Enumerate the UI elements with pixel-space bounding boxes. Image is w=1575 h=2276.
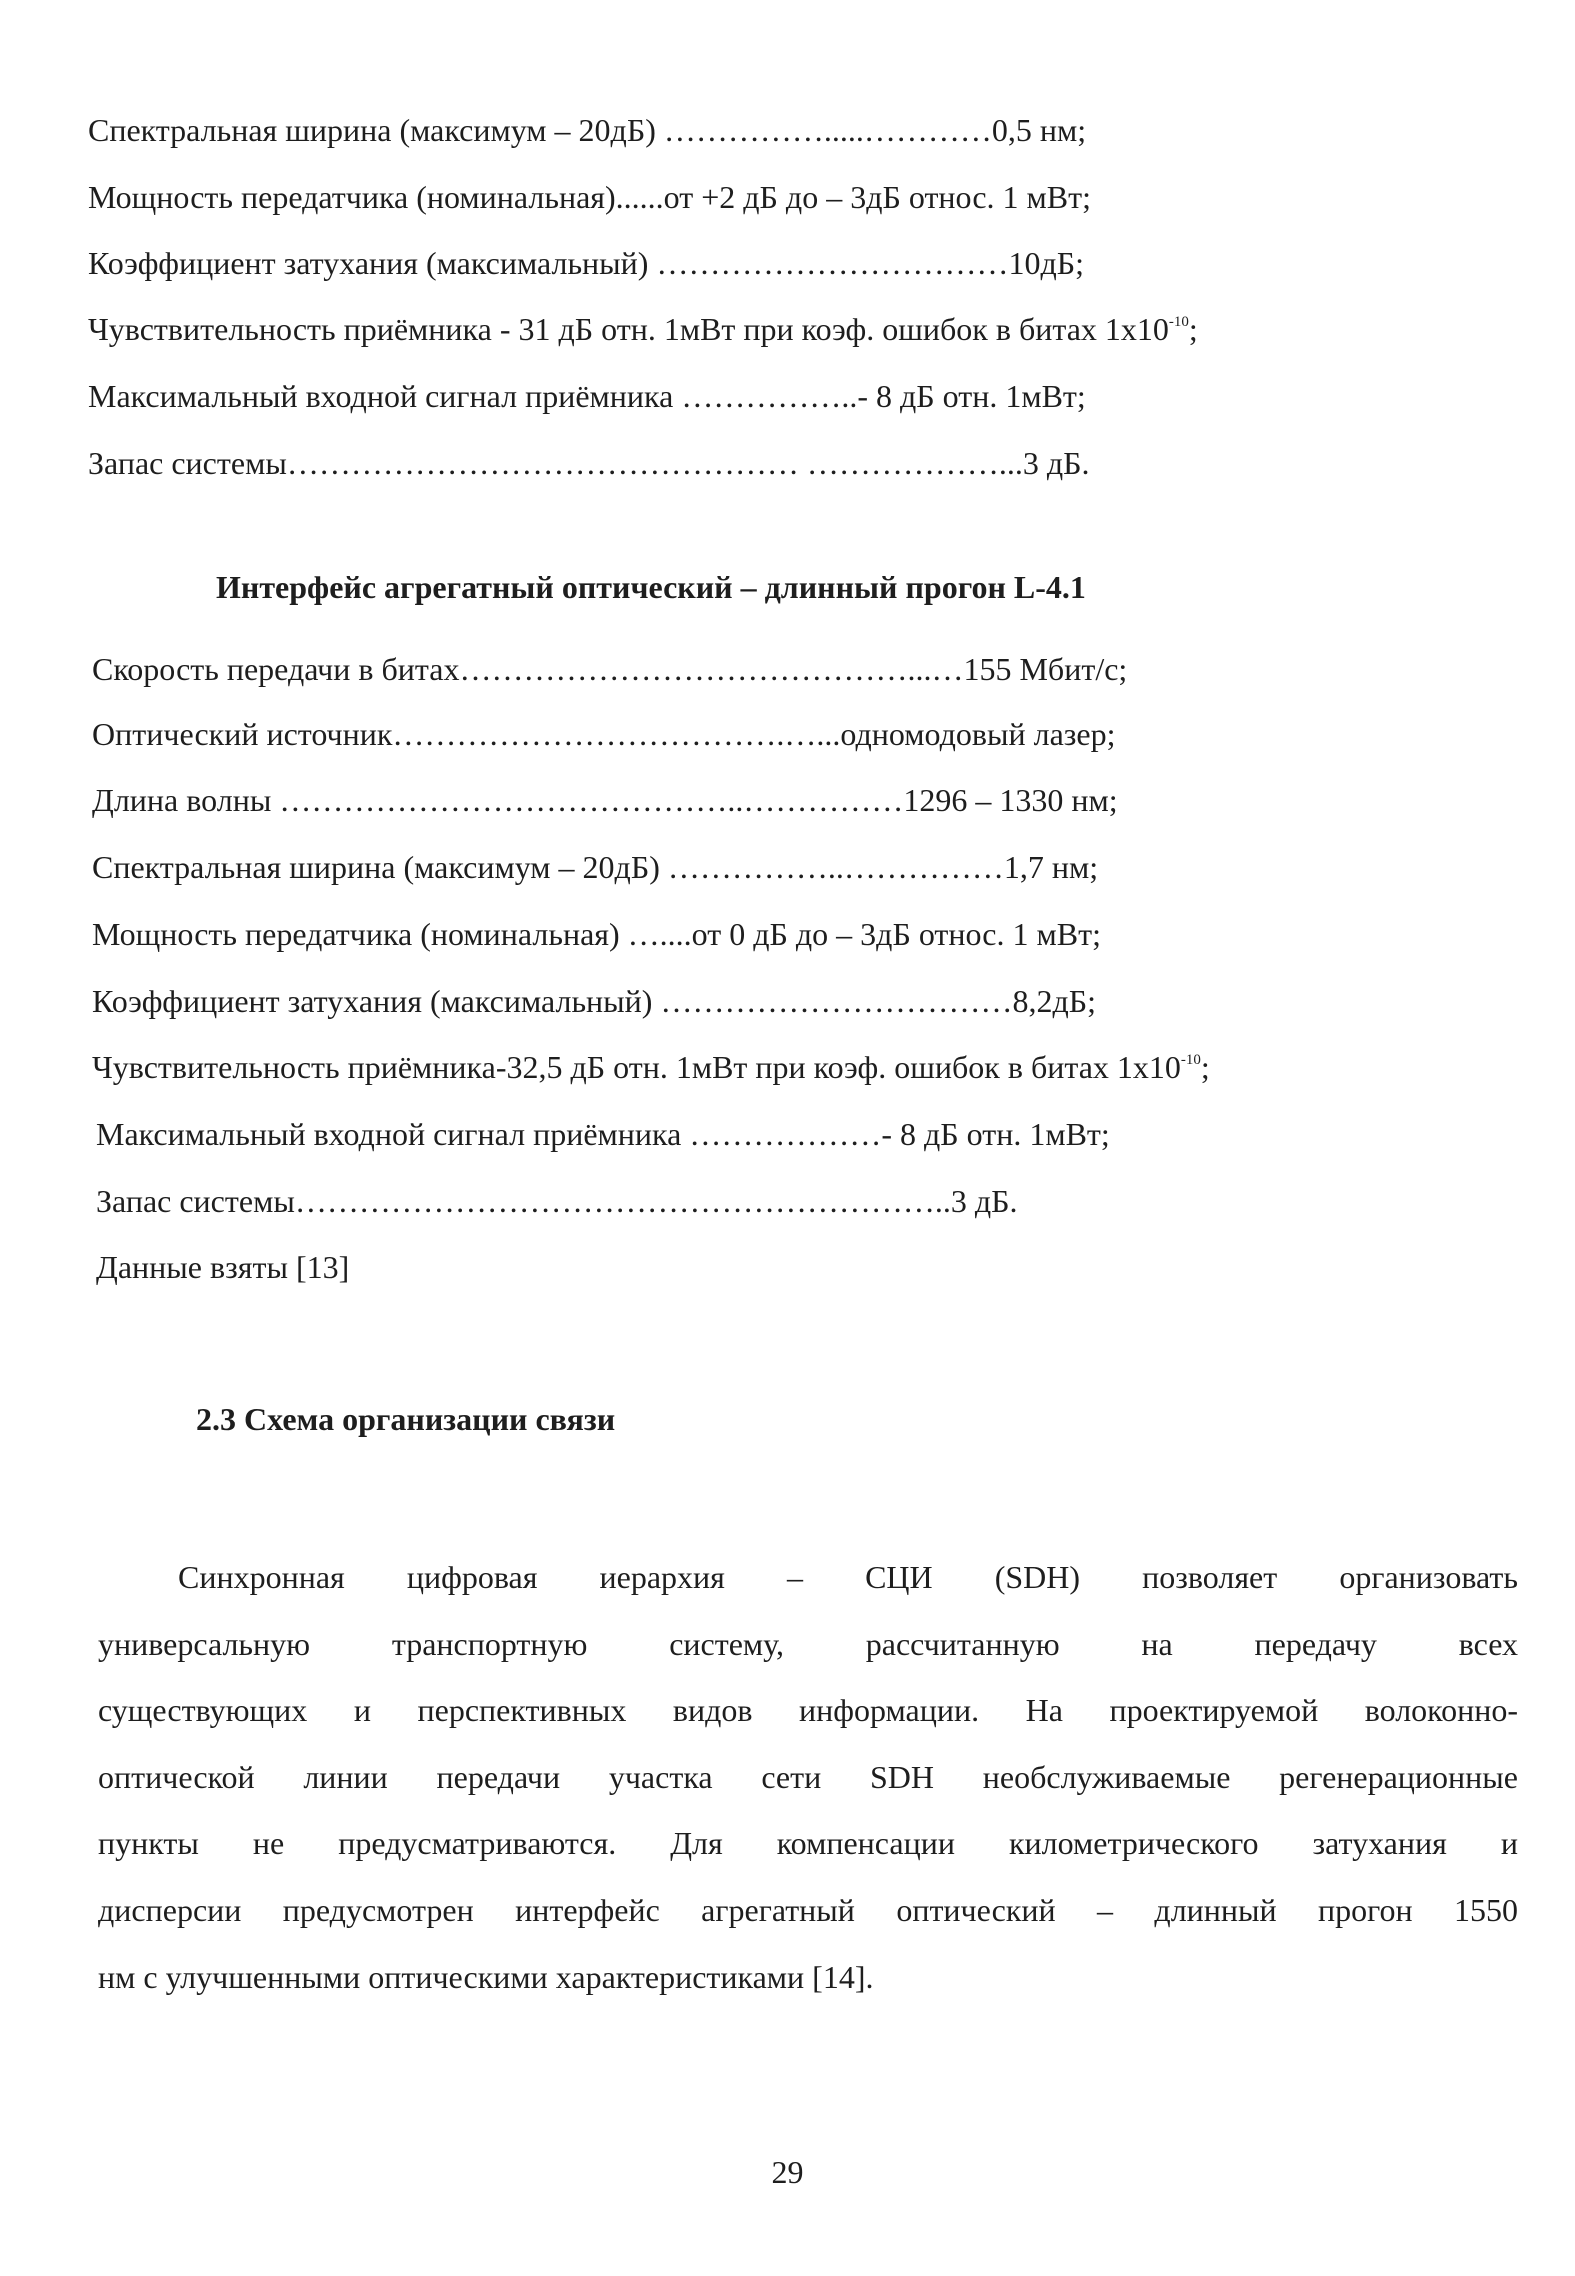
spec-attenuation: Коэффициент затухания (максимальный) ……………………………10дБ; xyxy=(88,245,1084,281)
spec-rx-max-input: Максимальный входной сигнал приёмника ………………- 8 дБ отн. 1мВт; xyxy=(96,1116,1110,1152)
spec-rx-sensitivity-text: Чувствительность приёмника-32,5 дБ отн. 1мВт при коэф. ошибок в битах 1х10 xyxy=(92,1049,1181,1085)
page-number: 29 xyxy=(771,2154,804,2190)
paragraph-line: дисперсии предусмотрен интерфейс агрегатный оптический – длинный прогон 1550 xyxy=(98,1891,1518,1928)
spec-wavelength: Длина волны ……………………………………..……………1296 – 1330 нм; xyxy=(92,782,1118,818)
spec-bitrate: Скорость передачи в битах……………………………………...…155 Мбит/с; xyxy=(92,651,1128,687)
spec-rx-sensitivity xyxy=(92,1047,1210,1087)
spec-system-margin: Запас системы……………………………………………………..3 дБ. xyxy=(96,1183,1018,1219)
paragraph-line: нм с улучшенными оптическими характеристиками [14]. xyxy=(98,1958,874,1995)
spec-rx-sensitivity-end: ; xyxy=(1200,1049,1210,1085)
body-paragraph xyxy=(98,1544,1518,2010)
spec-tx-power: Мощность передатчика (номинальная)......от +2 дБ до – 3дБ относ. 1 мВт; xyxy=(88,179,1092,215)
spec-rx-sensitivity-exponent: -10 xyxy=(1168,314,1189,330)
spec-attenuation: Коэффициент затухания (максимальный) ……………………………8,2дБ; xyxy=(92,983,1096,1019)
paragraph-line: существующих и перспективных видов информации. На проектируемой волоконно- xyxy=(98,1692,1518,1729)
spec-system-margin: Запас системы………………………………………… ………………...3 дБ. xyxy=(88,445,1090,481)
paragraph-line: универсальную транспортную систему, рассчитанную на передачу всех xyxy=(98,1625,1518,1662)
spec-rx-sensitivity-end: ; xyxy=(1188,311,1198,347)
spec-rx-max-input: Максимальный входной сигнал приёмника ……………..- 8 дБ отн. 1мВт; xyxy=(88,378,1086,414)
spec-rx-sensitivity xyxy=(88,309,1198,349)
spec-spectral-width: Спектральная ширина (максимум – 20дБ) ……………..……………1,7 нм; xyxy=(92,849,1099,885)
section-title: Интерфейс агрегатный оптический – длинный прогон L-4.1 xyxy=(216,569,1086,605)
spec-rx-sensitivity-text: Чувствительность приёмника - 31 дБ отн. 1мВт при коэф. ошибок в битах 1х10 xyxy=(88,311,1169,347)
data-source-reference: Данные взяты [13] xyxy=(96,1249,350,1285)
paragraph-line: пункты не предусматриваются. Для компенсации километрического затухания и xyxy=(98,1825,1518,1862)
paragraph-line: Синхронная цифровая иерархия – СЦИ (SDH) позволяет организовать xyxy=(178,1559,1518,1595)
spec-tx-power: Мощность передатчика (номинальная) …....от 0 дБ до – 3дБ относ. 1 мВт; xyxy=(92,916,1101,952)
spec-rx-sensitivity-exponent: -10 xyxy=(1180,1052,1201,1068)
section-heading: 2.3 Схема организации связи xyxy=(196,1401,616,1437)
spec-optical-source: Оптический источник……………………………….…...одномодовый лазер; xyxy=(92,716,1116,752)
paragraph-line: оптической линии передачи участка сети SDH необслуживаемые регенерационные xyxy=(98,1758,1518,1795)
spec-spectral-width: Спектральная ширина (максимум – 20дБ) …………….....…………0,5 нм; xyxy=(88,112,1087,148)
